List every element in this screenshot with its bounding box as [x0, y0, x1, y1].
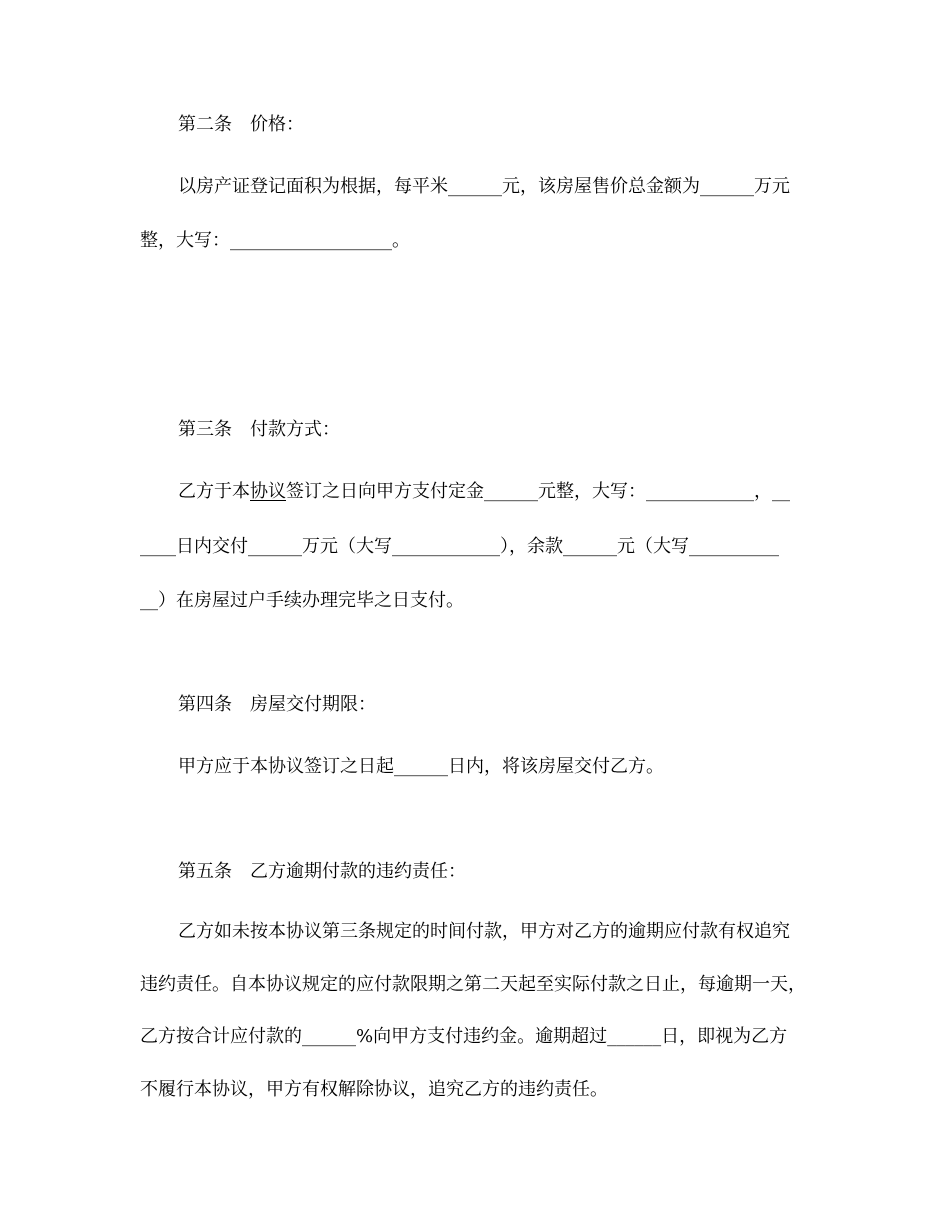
article-title: 价格： — [250, 114, 304, 135]
blank-field: ______ — [248, 536, 302, 557]
text-run: ， — [754, 481, 772, 502]
blank-field: ______ — [448, 176, 502, 197]
article-number: 第三条 — [178, 419, 232, 440]
blank-field: ____________ — [392, 536, 500, 557]
article-number: 第四条 — [178, 694, 232, 715]
article-number: 第五条 — [178, 861, 232, 882]
text-run: 日内，将该房屋交付乙方。 — [448, 756, 664, 777]
text-run: 元整，大写： — [538, 481, 646, 502]
blank-field: __ — [772, 481, 790, 502]
blank-field: __ — [140, 590, 158, 611]
text-run: %向甲方支付违约金。逾期超过 — [356, 1026, 608, 1047]
article-5-paragraph-line-3 — [140, 1025, 787, 1049]
text-run: 以房产证登记面积为根据，每平米 — [178, 176, 448, 197]
article-2-heading — [178, 113, 304, 137]
text-run: 签订之日向甲方支付定金 — [286, 481, 484, 502]
article-5-paragraph-line-2: 违约责任。自本协议规定的应付款限期之第二天起至实际付款之日止，每逾期一天， — [140, 974, 806, 995]
blank-field: ______ — [700, 176, 754, 197]
text-run: 乙方于本 — [178, 481, 250, 502]
article-title: 房屋交付期限： — [250, 694, 376, 715]
text-run: ）在房屋过户手续办理完毕之日支付。 — [158, 590, 464, 611]
article-2-paragraph-line-1 — [178, 175, 790, 199]
article-3-paragraph-line-1 — [178, 480, 790, 504]
article-5-paragraph-line-1: 乙方如未按本协议第三条规定的时间付款，甲方对乙方的逾期应付款有权追究 — [178, 921, 790, 942]
blank-field: ____ — [140, 536, 176, 557]
article-5-paragraph-line-4: 不履行本协议，甲方有权解除协议，追究乙方的违约责任。 — [140, 1079, 608, 1100]
text-run: 甲方应于本协议签订之日起 — [178, 756, 394, 777]
blank-field: ______ — [302, 1026, 356, 1047]
blank-field: ____________ — [646, 481, 754, 502]
blank-field: __________________ — [230, 230, 392, 251]
blank-field: __________ — [689, 536, 779, 557]
article-2-paragraph-line-2 — [140, 229, 410, 253]
agreement-link[interactable]: 协议 — [250, 481, 286, 502]
blank-field: ______ — [563, 536, 617, 557]
text-run: ），余款 — [500, 536, 563, 557]
blank-field: ______ — [484, 481, 538, 502]
text-run: 元（大写 — [617, 536, 689, 557]
article-title: 付款方式： — [250, 419, 340, 440]
text-run: 元，该房屋售价总金额为 — [502, 176, 700, 197]
text-run: 万元 — [754, 176, 790, 197]
text-run: 乙方按合计应付款的 — [140, 1026, 302, 1047]
text-run: 。 — [392, 230, 410, 251]
article-3-paragraph-line-3 — [140, 589, 464, 613]
article-3-heading — [178, 418, 340, 442]
text-run: 整，大写： — [140, 230, 230, 251]
article-3-paragraph-line-2 — [140, 535, 779, 559]
article-number: 第二条 — [178, 114, 232, 135]
article-5-heading — [178, 860, 466, 884]
article-title: 乙方逾期付款的违约责任： — [250, 861, 466, 882]
article-4-heading — [178, 693, 376, 717]
text-run: 日，即视为乙方 — [661, 1026, 788, 1047]
blank-field: ______ — [607, 1026, 662, 1047]
text-run: 万元（大写 — [302, 536, 392, 557]
blank-field: ______ — [394, 756, 448, 777]
article-4-paragraph-line-1 — [178, 755, 664, 779]
text-run: 日内交付 — [176, 536, 248, 557]
